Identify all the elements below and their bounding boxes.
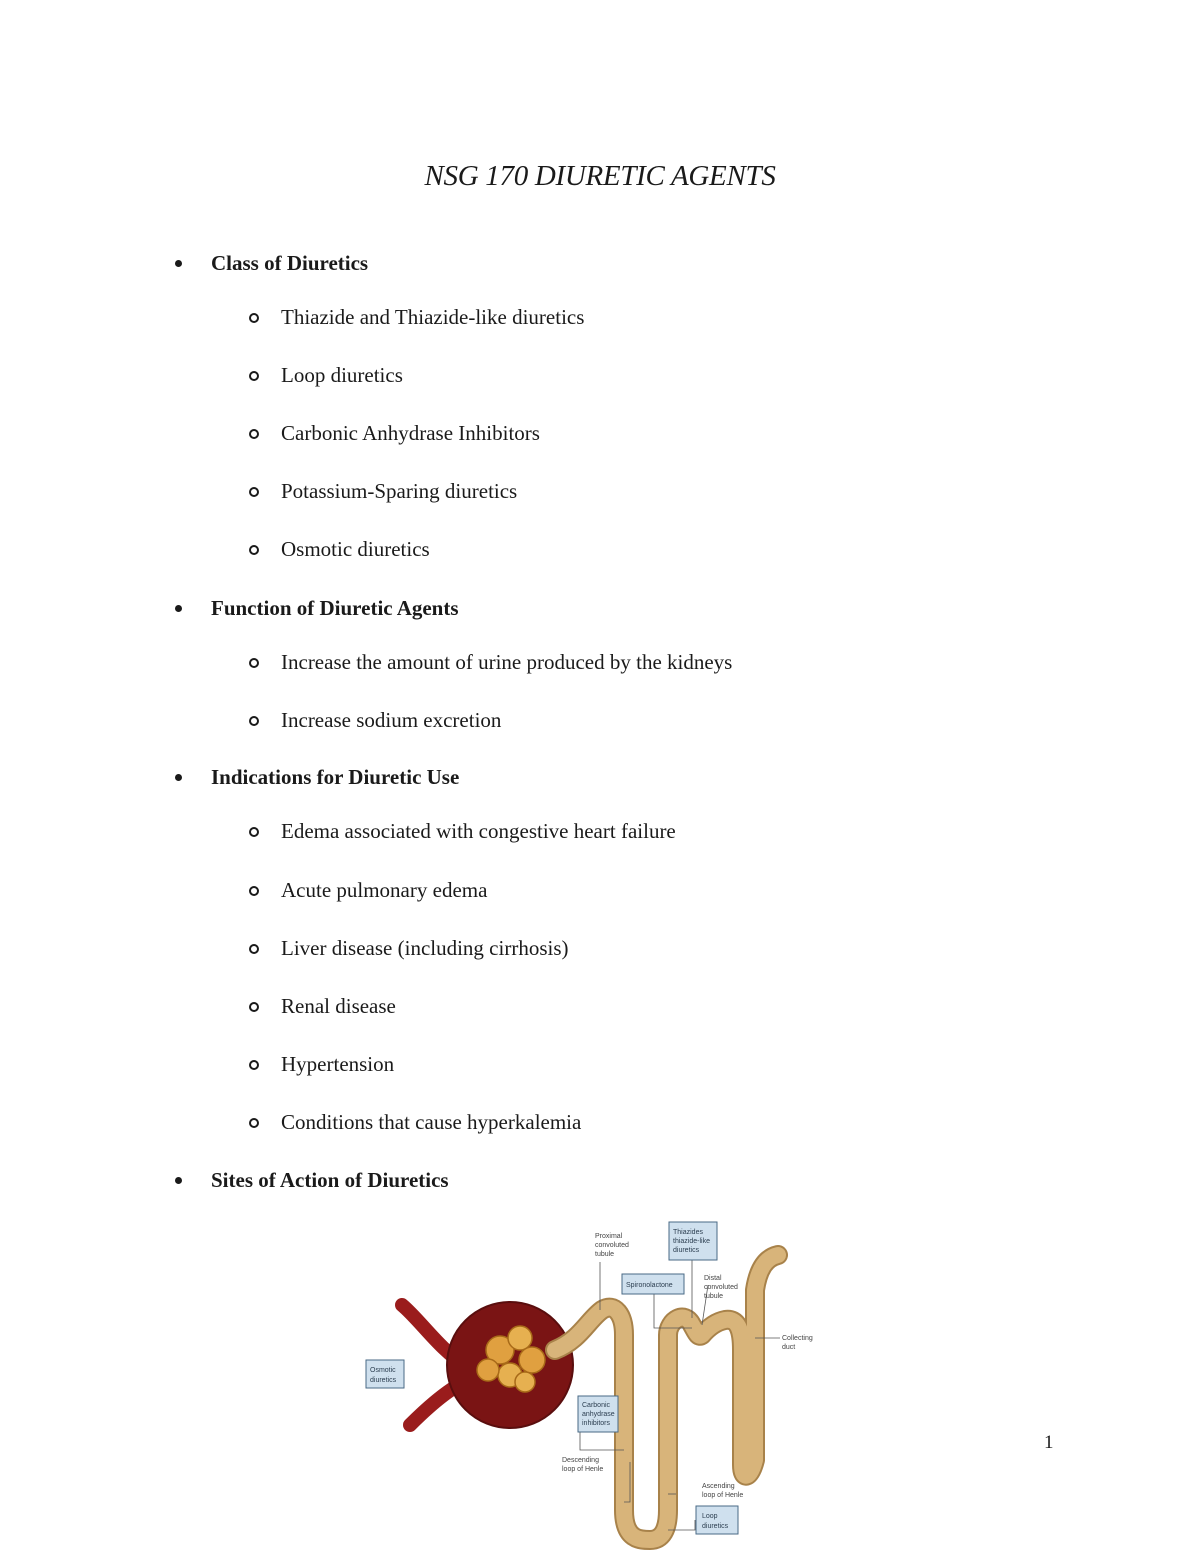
list-item: [249, 537, 430, 562]
list-item-text: Loop diuretics: [281, 363, 403, 387]
bullet-icon: [175, 774, 182, 781]
ascending-loop-caption: [702, 1483, 743, 1499]
svg-text:loop of Henle: loop of Henle: [562, 1466, 604, 1473]
list-item: [249, 936, 569, 961]
hollow-bullet-icon: [249, 827, 259, 837]
hollow-bullet-icon: [249, 487, 259, 497]
svg-text:Carbonic: Carbonic: [582, 1402, 611, 1409]
proximal-tubule-caption: [595, 1233, 629, 1258]
svg-text:tubule: tubule: [595, 1251, 615, 1258]
svg-text:Osmotic: Osmotic: [370, 1367, 396, 1374]
list-item: [249, 994, 396, 1019]
svg-text:Thiazides: Thiazides: [673, 1229, 703, 1236]
list-item: [249, 819, 676, 844]
hollow-bullet-icon: [249, 429, 259, 439]
list-item-text: Potassium-Sparing diuretics: [281, 479, 518, 503]
distal-tubule-caption: [704, 1275, 738, 1300]
carbonic-anhydrase-label-box: [578, 1396, 618, 1432]
hollow-bullet-icon: [249, 371, 259, 381]
document-title: NSG 170 DIURETIC AGENTS: [424, 160, 776, 192]
hollow-bullet-icon: [249, 944, 259, 954]
svg-text:thiazide-like: thiazide-like: [673, 1238, 710, 1245]
list-item-text: Conditions that cause hyperkalemia: [281, 1110, 582, 1134]
svg-text:loop of Henle: loop of Henle: [702, 1492, 744, 1499]
list-item: [249, 878, 487, 903]
section-heading: [172, 251, 368, 276]
loop-diuretics-label-box: [696, 1506, 738, 1534]
bullet-icon: [175, 1177, 182, 1184]
list-item-text: Osmotic diuretics: [281, 537, 430, 561]
svg-text:Ascending: Ascending: [702, 1483, 735, 1490]
svg-text:convoluted: convoluted: [595, 1242, 629, 1249]
descending-loop-caption: [562, 1457, 603, 1473]
svg-text:tubule: tubule: [704, 1293, 724, 1300]
list-item: [249, 1110, 581, 1135]
svg-text:Collecting: Collecting: [782, 1335, 813, 1342]
section-heading: [172, 596, 459, 621]
hollow-bullet-icon: [249, 658, 259, 668]
hollow-bullet-icon: [249, 545, 259, 555]
hollow-bullet-icon: [249, 313, 259, 323]
list-item: [249, 650, 732, 675]
list-item: [249, 363, 403, 388]
hollow-bullet-icon: [249, 886, 259, 896]
svg-text:Distal: Distal: [704, 1275, 722, 1282]
heading-text: Sites of Action of Diuretics: [211, 1168, 449, 1192]
list-item: [249, 479, 517, 504]
list-item-text: Edema associated with congestive heart failure: [281, 819, 676, 843]
list-item-text: Acute pulmonary edema: [281, 878, 488, 902]
hollow-bullet-icon: [249, 1060, 259, 1070]
hollow-bullet-icon: [249, 1118, 259, 1128]
svg-text:Spironolactone: Spironolactone: [626, 1282, 673, 1289]
hollow-bullet-icon: [249, 716, 259, 726]
page-number: 1: [1044, 1432, 1054, 1453]
section-heading: [172, 765, 459, 790]
svg-text:inhibitors: inhibitors: [582, 1420, 611, 1427]
svg-text:anhydrase: anhydrase: [582, 1411, 615, 1418]
heading-text: Indications for Diuretic Use: [211, 765, 460, 789]
nephron-diagram: [340, 1210, 840, 1553]
list-item-text: Increase sodium excretion: [281, 708, 502, 732]
svg-text:duct: duct: [782, 1344, 796, 1351]
list-item-text: Carbonic Anhydrase Inhibitors: [281, 421, 540, 445]
collecting-duct-caption: [782, 1335, 813, 1351]
list-item-text: Hypertension: [281, 1052, 395, 1076]
heading-text: Class of Diuretics: [211, 251, 369, 275]
spironolactone-label-box: [622, 1274, 684, 1294]
list-item-text: Renal disease: [281, 994, 396, 1018]
svg-text:diuretics: diuretics: [673, 1247, 700, 1254]
svg-text:Loop: Loop: [702, 1513, 718, 1520]
bullet-icon: [175, 605, 182, 612]
svg-text:Descending: Descending: [562, 1457, 599, 1464]
svg-text:diuretics: diuretics: [702, 1523, 729, 1530]
section-heading: [172, 1168, 449, 1193]
list-item-text: Thiazide and Thiazide-like diuretics: [281, 305, 585, 329]
svg-text:diuretics: diuretics: [370, 1377, 397, 1384]
thiazides-label-box: [669, 1222, 717, 1260]
svg-text:convoluted: convoluted: [704, 1284, 738, 1291]
bullet-icon: [175, 260, 182, 267]
heading-text: Function of Diuretic Agents: [211, 596, 459, 620]
hollow-bullet-icon: [249, 1002, 259, 1012]
list-item-text: Increase the amount of urine produced by the kidneys: [281, 650, 733, 674]
list-item-text: Liver disease (including cirrhosis): [281, 936, 569, 960]
list-item: [249, 305, 584, 330]
list-item: [249, 1052, 394, 1077]
list-item: [249, 421, 540, 446]
svg-text:Proximal: Proximal: [595, 1233, 623, 1240]
osmotic-diuretics-label-box: [366, 1360, 404, 1388]
list-item: [249, 708, 501, 733]
